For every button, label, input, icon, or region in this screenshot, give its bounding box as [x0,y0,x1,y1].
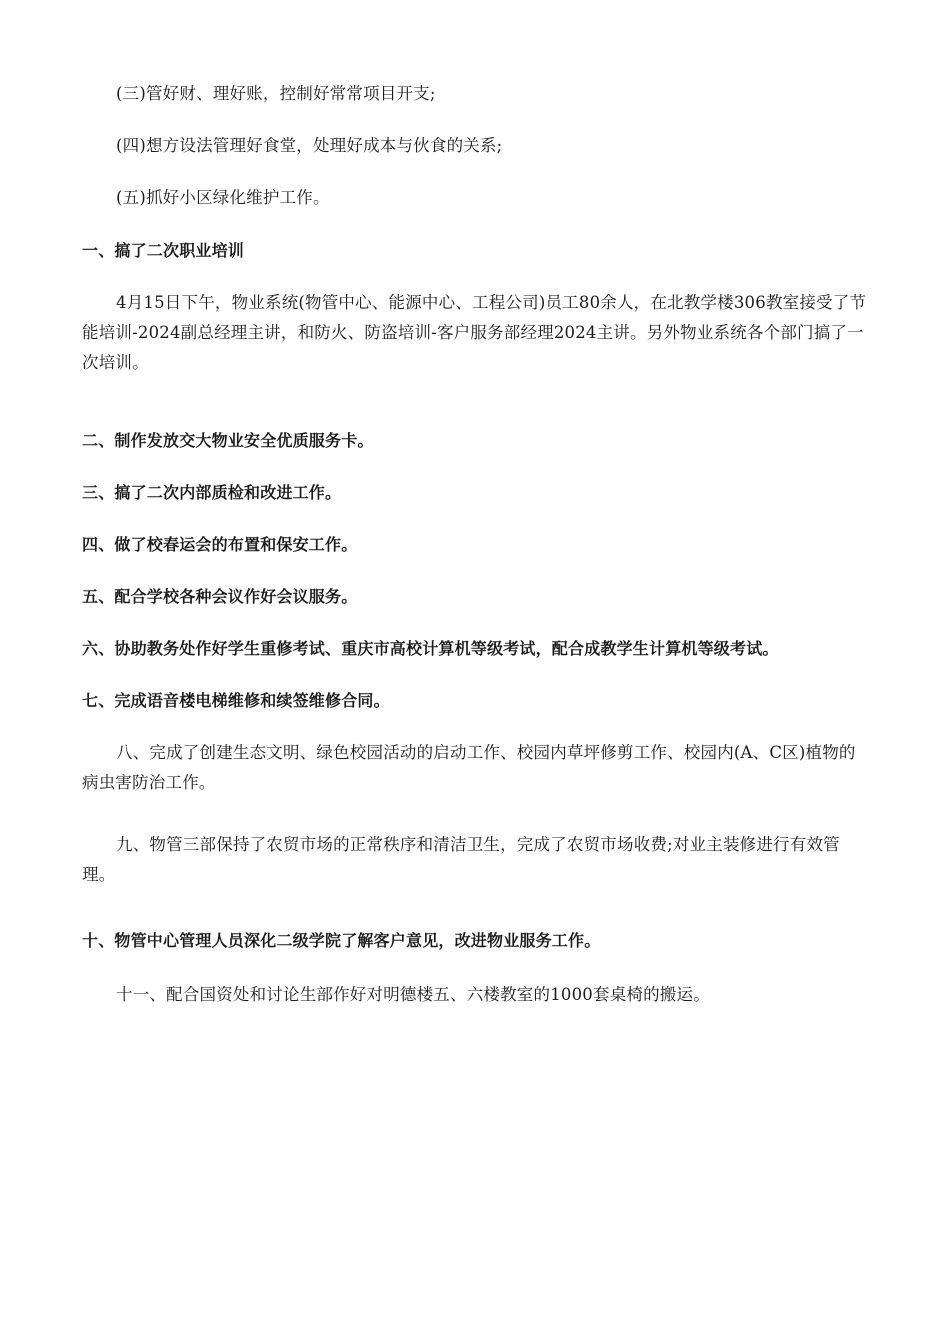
section-heading-1: 一、搞了二次职业培训 [82,241,245,260]
section-heading-10: 十、物管中心管理人员深化二级学院了解客户意见，改进物业服务工作。 [82,931,601,950]
section-heading-5: 五、配合学校各种会议作好会议服务。 [82,587,358,606]
section-heading-4: 四、做了校春运会的布置和保安工作。 [82,535,358,554]
section-body-9: 九、物管三部保持了农贸市场的正常秩序和清洁卫生，完成了农贸市场收费;对业主装修进行有效管理。 [82,835,840,884]
list-item-5: (五)抓好小区绿化维护工作。 [116,188,330,207]
list-item-3: (三)管好财、理好账，控制好常常项目开支; [116,84,436,103]
list-item-4: (四)想方设法管理好食堂，处理好成本与伙食的关系; [116,136,503,155]
section-body-1: 4月15日下午，物业系统(物管中心、能源中心、工程公司)员工80余人，在北教学楼306教室接受了节能培训-2024副总经理主讲，和防火、防盗培训-客户服务部经理2024主讲。另外物业系统各个部门搞了一次培训。 [82,293,867,372]
section-heading-6: 六、协助教务处作好学生重修考试、重庆市高校计算机等级考试，配合成教学生计算机等级考试。 [82,639,779,658]
section-body-8: 八、完成了创建生态文明、绿色校园活动的启动工作、校园内草坪修剪工作、校园内(A、C区)植物的病虫害防治工作。 [82,743,856,792]
section-heading-3: 三、搞了二次内部质检和改进工作。 [82,483,342,502]
section-body-11: 十一、配合国资处和讨论生部作好对明德楼五、六楼教室的1000套桌椅的搬运。 [116,985,710,1004]
section-heading-2: 二、制作发放交大物业安全优质服务卡。 [82,431,374,450]
section-heading-7: 七、完成语音楼电梯维修和续签维修合同。 [82,691,390,710]
